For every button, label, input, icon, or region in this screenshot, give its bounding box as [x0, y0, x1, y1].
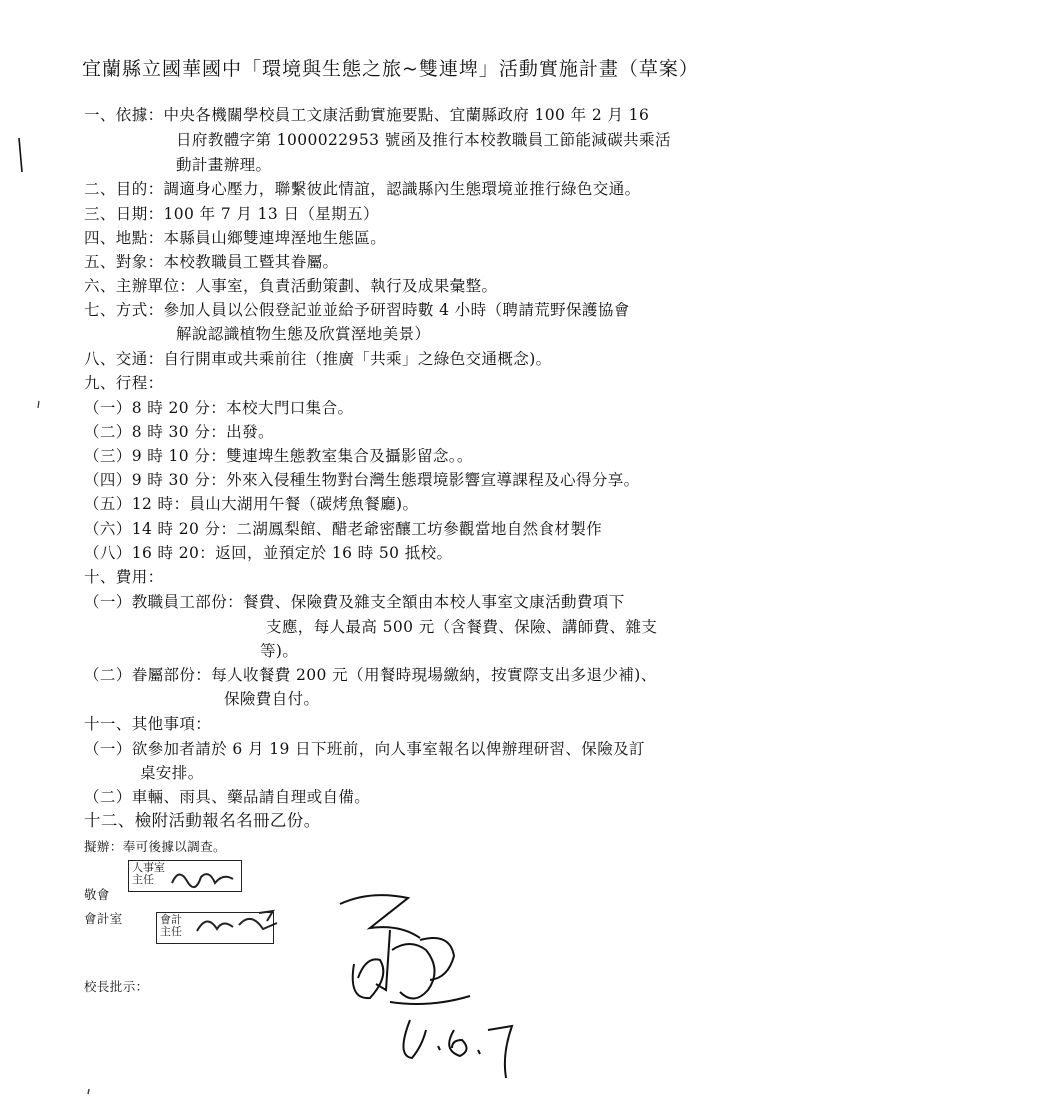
method-line-2: 解說認識植物生態及欣賞溼地美景） — [176, 325, 431, 343]
fees-staff-line-3: 等)。 — [260, 642, 299, 660]
accounting-stamp-line-1: 會計 — [160, 913, 182, 926]
other-matters-item-1: （一）欲參加者請於 6 月 19 日下班前，向人事室報名以俾辦理研習、保險及訂 — [84, 740, 645, 758]
basis-line-2: 日府教體字第 1000022953 號函及推行本校教職員工節能減碳共乘活 — [176, 131, 671, 149]
principal-label: 校長批示： — [84, 979, 149, 994]
personnel-stamp-line-1: 人事室 — [132, 861, 165, 874]
bottom-dot-mark — [86, 1088, 92, 1096]
basis-line-1: 一、依據：中央各機關學校員工文康活動實施要點、宜蘭縣政府 100 年 2 月 16 — [84, 106, 650, 124]
fees-family-line-2: 保險費自付。 — [224, 690, 320, 708]
other-matters-item-1-cont: 桌安排。 — [140, 764, 204, 782]
margin-stroke-mark — [16, 136, 26, 176]
personnel-office-stamp — [128, 860, 242, 892]
document-title: 宜蘭縣立國華國中「環境與生態之旅~雙連埤」活動實施計畫（草案） — [82, 58, 699, 80]
draft-note: 擬辦：奉可後據以調查。 — [84, 839, 226, 854]
schedule-heading: 九、行程： — [84, 374, 164, 392]
schedule-item-4: （四）9 時 30 分：外來入侵種生物對台灣生態環境影響宣導課程及心得分享。 — [84, 471, 640, 489]
schedule-item-1: （一）8 時 20 分：本校大門口集合。 — [84, 399, 354, 417]
schedule-item-6: （六）14 時 20 分：二湖鳳梨館、醋老爺密釀工坊參觀當地自然食材製作 — [84, 520, 603, 538]
schedule-item-3: （三）9 時 10 分：雙連埤生態教室集合及攝影留念。。 — [84, 447, 473, 465]
jinghui-label: 敬會 — [84, 887, 110, 902]
other-matters-item-2: （二）車輛、雨具、藥品請自理或自備。 — [84, 788, 371, 806]
accounting-office-stamp — [156, 912, 274, 944]
margin-dot-mark — [36, 400, 42, 410]
purpose-line: 二、目的：調適身心壓力，聯繫彼此情誼，認識縣內生態環境並推行綠色交通。 — [84, 180, 641, 198]
personnel-signature-mark — [169, 863, 237, 889]
fees-staff-line-2: 支應，每人最高 500 元（含餐費、保險、講師費、雜支 — [266, 618, 658, 636]
basis-line-3: 動計畫辦理。 — [176, 156, 272, 174]
schedule-item-5: （五）12 時：員山大湖用午餐（碳烤魚餐廳)。 — [84, 495, 419, 513]
accounting-stamp-line-2: 主任 — [160, 925, 182, 938]
accounting-signature-mark — [193, 905, 279, 943]
other-matters-heading: 十一、其他事項： — [84, 715, 212, 733]
accounting-label: 會計室 — [84, 911, 123, 926]
fees-staff-line-1: （一）教職員工部份：餐費、保險費及雜支全額由本校人事室文康活動費項下 — [84, 593, 625, 611]
schedule-item-2: （二）8 時 30 分：出發。 — [84, 423, 274, 441]
fees-family-line-1: （二）眷屬部份：每人收餐費 200 元（用餐時現場繳納，按實際支出多退少補)、 — [84, 666, 657, 684]
transport-line: 八、交通：自行開車或共乘前往（推廣「共乘」之綠色交通概念)。 — [84, 350, 552, 368]
organizer-line: 六、主辦單位：人事室，負責活動策劃、執行及成果彙整。 — [84, 277, 498, 295]
fees-heading: 十、費用： — [84, 568, 164, 586]
personnel-stamp-line-2: 主任 — [132, 873, 154, 886]
method-line-1: 七、方式：參加人員以公假登記並並給予研習時數 4 小時（聘請荒野保護協會 — [84, 301, 630, 319]
principal-signature — [330, 880, 550, 1080]
schedule-item-8: （八）16 時 20：返回，並預定於 16 時 50 抵校。 — [84, 544, 453, 562]
location-line: 四、地點：本縣員山鄉雙連埤溼地生態區。 — [84, 229, 387, 247]
attachment-line: 十二、檢附活動報名名冊乙份。 — [84, 811, 321, 830]
date-line: 三、日期：100 年 7 月 13 日（星期五） — [84, 205, 379, 223]
participants-line: 五、對象：本校教職員工暨其眷屬。 — [84, 253, 339, 271]
